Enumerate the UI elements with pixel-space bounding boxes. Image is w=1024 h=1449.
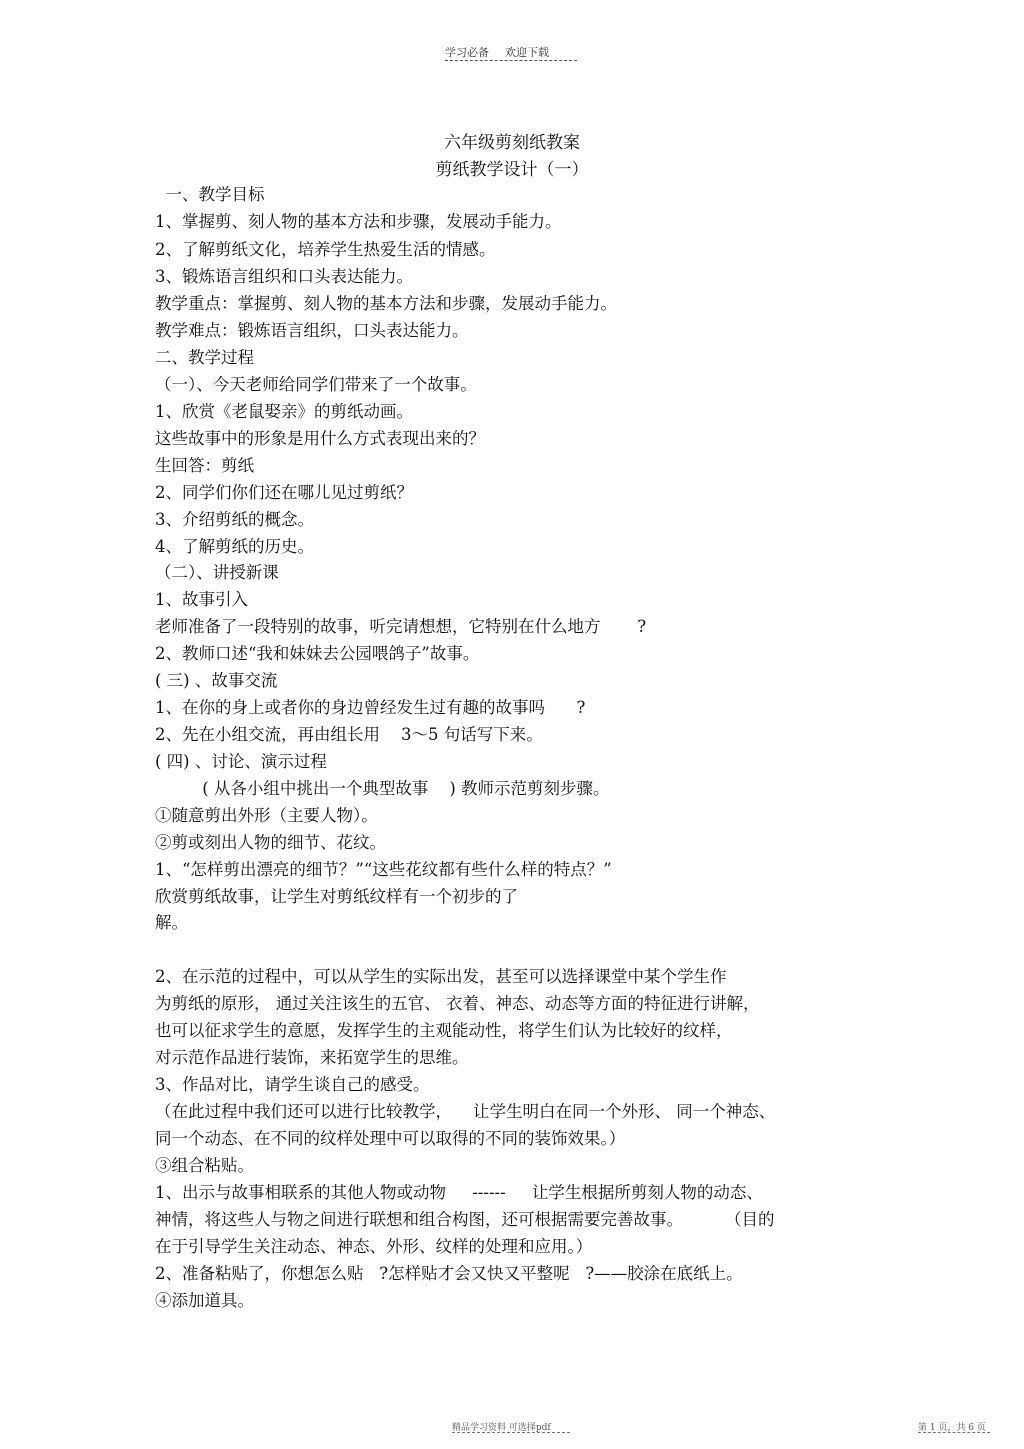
body-line: ②剪或刻出人物的细节、花纹。 [155, 833, 386, 852]
body-line: （一）、今天老师给同学们带来了一个故事。 [155, 375, 477, 394]
body-line: 欣赏剪纸故事，让学生对剪纸纹样有一个初步的了 [155, 887, 518, 906]
body-line: ( 三) 、故事交流 [155, 671, 278, 690]
body-line: ①随意剪出外形（主要人物）。 [155, 806, 378, 825]
body-line: 对示范作品进行装饰，来拓宽学生的思维。 [155, 1048, 469, 1067]
footer-right-text: 第 1 页，共 6 页 [918, 1423, 986, 1433]
body-line: 1、“怎样剪出漂亮的细节？”“这些花纹都有些什么样的特点？” [155, 860, 612, 879]
body-line: 1、掌握剪、刻人物的基本方法和步骤，发展动手能力。 [155, 212, 562, 231]
body-line: 2、教师口述“我和妹妹去公园喂鸽子”故事。 [155, 644, 480, 663]
footer-left-text: 精品学习资料 可选择pdf [452, 1423, 551, 1433]
body-line: ( 从各小组中挑出一个典型故事 ) 教师示范剪刻步骤。 [155, 779, 610, 798]
body-line: 3、作品对比，请学生谈自己的感受。 [155, 1075, 430, 1094]
body-line: 教学难点：锻炼语言组织，口头表达能力。 [155, 321, 469, 340]
document-title: 六年级剪刻纸教案 [444, 133, 580, 153]
header-left-text: 学习必备 [445, 46, 489, 59]
body-line: ( 四) 、讨论、演示过程 [155, 752, 327, 771]
body-line: 2、同学们你们还在哪儿见过剪纸？ [155, 483, 413, 502]
body-line: 3、介绍剪纸的概念。 [155, 510, 314, 529]
body-line: 这些故事中的形象是用什么方式表现出来的？ [155, 429, 485, 448]
body-line: 3、锻炼语言组织和口头表达能力。 [155, 267, 413, 286]
body-line: 1、故事引入 [155, 590, 248, 609]
body-line: 1、欣赏《老鼠娶亲》的剪纸动画。 [155, 402, 413, 421]
body-line: 2、准备粘贴了，你想怎么贴 ?怎样贴才会又快又平整呢 ?——胶涂在底纸上。 [155, 1264, 743, 1283]
body-line: 2、在示范的过程中，可以从学生的实际出发，甚至可以选择课堂中某个学生作 [155, 967, 727, 986]
body-line: 解。 [155, 913, 188, 932]
body-line: 在于引导学生关注动态、神态、外形、纹样的处理和应用。） [155, 1237, 593, 1256]
body-line: 生回答：剪纸 [155, 456, 254, 475]
body-line: 老师准备了一段特别的故事，听完请想想，它特别在什么地方 ? [155, 617, 647, 636]
body-line: 一、教学目标 [155, 185, 265, 204]
body-line: 2、先在小组交流，再由组长用 3～5 句话写下来。 [155, 725, 543, 744]
footer-left-divider [452, 1432, 570, 1433]
body-line: 1、出示与故事相联系的其他人物或动物 ------ 让学生根据所剪刻人物的动态、 [155, 1183, 763, 1202]
body-line: 1、在你的身上或者你的身边曾经发生过有趣的故事吗 ? [155, 698, 586, 717]
body-line: （在此过程中我们还可以进行比较教学， 让学生明白在同一个外形、 同一个神态、 [155, 1102, 776, 1121]
body-line: 神情，将这些人与物之间进行联想和组合构图，还可根据需要完善故事。 （目的 [155, 1210, 775, 1229]
body-line: ③组合粘贴。 [155, 1156, 254, 1175]
body-line: ④添加道具。 [155, 1291, 254, 1310]
body-line: 二、教学过程 [155, 348, 254, 367]
body-line: 教学重点：掌握剪、刻人物的基本方法和步骤，发展动手能力。 [155, 294, 617, 313]
body-line: 同一个动态、在不同的纹样处理中可以取得的不同的装饰效果。） [155, 1129, 626, 1148]
body-line: 也可以征求学生的意愿，发挥学生的主观能动性，将学生们认为比较好的纹样， [155, 1021, 733, 1040]
footer-right-divider [918, 1432, 990, 1433]
body-line: （二）、讲授新课 [155, 563, 279, 582]
header-right-text: 欢迎下载 [505, 46, 549, 59]
body-line: 4、了解剪纸的历史。 [155, 537, 314, 556]
header-divider [445, 60, 577, 61]
document-subtitle: 剪纸教学设计（一） [435, 160, 589, 180]
body-line: 为剪纸的原形， 通过关注该生的五官、 衣着、神态、动态等方面的特征进行讲解， [155, 994, 760, 1013]
body-line: 2、了解剪纸文化，培养学生热爱生活的情感。 [155, 240, 496, 259]
